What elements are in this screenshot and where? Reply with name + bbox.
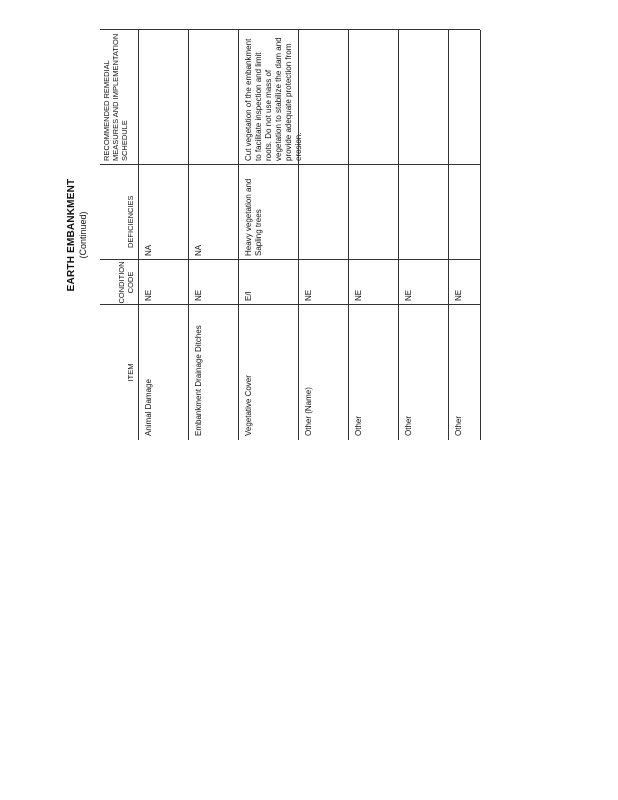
column-divider [100, 259, 480, 260]
row-divider [348, 30, 349, 440]
row-code: NE [194, 289, 203, 301]
row-deficiencies: NA [144, 244, 153, 256]
row-code: NE [304, 289, 313, 301]
row-item: Other [354, 415, 363, 436]
row-deficiencies: Heavy vegetation and Sapling trees [244, 178, 263, 256]
rotated-table-frame [66, 30, 500, 440]
row-divider [188, 30, 189, 440]
row-code: NE [144, 289, 153, 301]
row-divider [448, 30, 449, 440]
column-divider [100, 29, 480, 30]
column-divider [100, 304, 480, 305]
table-header [100, 30, 139, 440]
row-code: NE [354, 289, 363, 301]
header-condition-code: CONDITION CODE [117, 261, 135, 304]
row-item: Embankment Drainage Ditches [194, 325, 203, 436]
column-divider [100, 164, 480, 165]
row-divider [480, 30, 481, 440]
row-divider [298, 30, 299, 440]
row-item: Other [404, 415, 413, 436]
row-item: Animal Damage [144, 379, 153, 436]
header-item: ITEM [126, 363, 135, 382]
row-code: E/I [244, 291, 253, 301]
row-remedial: Cut vegetation of the embankment to facilitate inspection and limit roots. Do not use mass of vegetation to stabilize the dam and provide adequate protection from erosion. [244, 37, 303, 161]
row-code: NE [404, 289, 413, 301]
row-item: Vegetative Cover [244, 375, 253, 436]
row-item: Other [454, 415, 463, 436]
header-deficiencies: DEFICIENCIES [126, 195, 135, 248]
row-code: NE [454, 289, 463, 301]
document-title: EARTH EMBANKMENT [66, 178, 77, 292]
row-deficiencies: NA [194, 244, 203, 256]
document-subtitle: (Continued) [78, 211, 88, 259]
row-divider [238, 30, 239, 440]
row-item: Other (Name) [304, 387, 313, 436]
header-recommended: RECOMMENDED REMEDIAL MEASURES AND IMPLEMENTATION SCHEDULE [102, 33, 129, 161]
row-divider [398, 30, 399, 440]
